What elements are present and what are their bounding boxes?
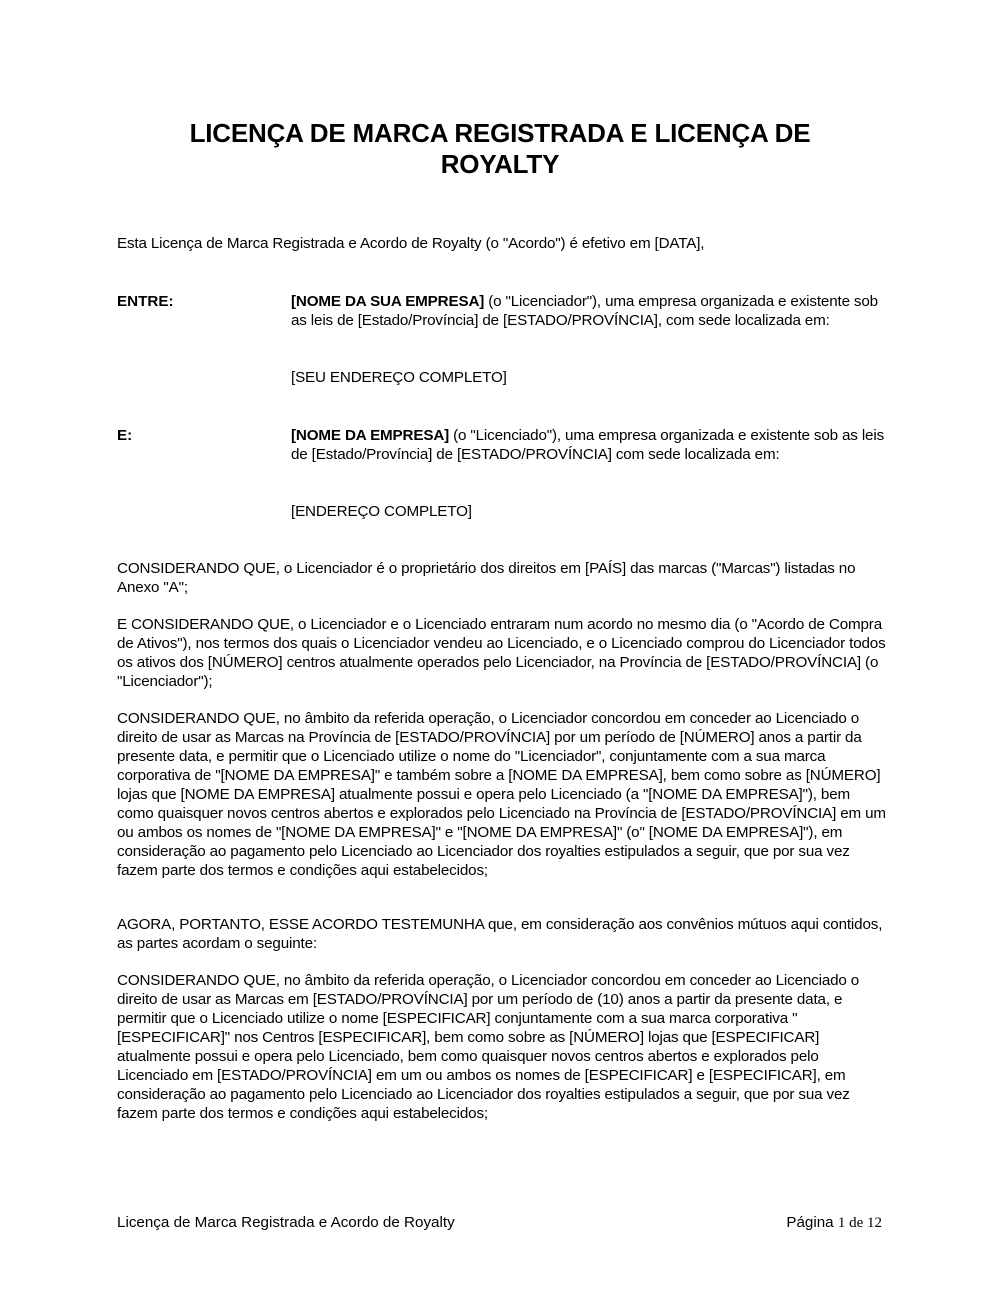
footer-page-number [786,1213,882,1233]
party-label-e: E: [117,427,133,444]
party-licensor-name: [NOME DA SUA EMPRESA] [291,293,485,310]
title-line-1: LICENÇA DE MARCA REGISTRADA E LICENÇA DE [189,118,811,148]
recital-paragraph-3: CONSIDERANDO QUE, no âmbito da referida operação, o Licenciador concordou em conceder ao Licenciado o direito de usar as Marcas na Província de [ESTADO/PROVÍNCIA] por um período de [NÚMERO] anos a partir da presente data, e permitir que o Licenciado utilize o nome do "Licenciador", conjuntamente com a sua marca corporativa de "[NOME DA EMPRESA]" e também sobre a [NOME DA EMPRESA], bem como sobre as [NÚMERO] lojas que [NOME DA EMPRESA] atualmente possui e opera pelo Licenciado (a "[NOME DA EMPRESA]"), bem como quaisquer novos centros abertos e explorados pelo Licenciado na Província de [ESTADO/PROVÍNCIA] em um ou ambos os nomes de "[NOME DA EMPRESA]" e "[NOME DA EMPRESA]" (o" [NOME DA EMPRESA]"), em consideração ao pagamento pelo Licenciado ao Licenciador dos royalties estipulados a seguir, que por sua vez fazem parte dos termos e condições aqui estabelecidos; [117,710,886,879]
recital-paragraph-1: CONSIDERANDO QUE, o Licenciador é o proprietário dos direitos em [PAÍS] das marcas ("Marcas") listadas no Anexo "A"; [117,560,856,596]
agreement-paragraph: AGORA, PORTANTO, ESSE ACORDO TESTEMUNHA que, em consideração aos convênios mútuos aqui contidos, as partes acordam o seguinte: [117,916,883,952]
party-label-entre: ENTRE: [117,293,174,310]
page-current: 1 [837,1215,846,1231]
page-label: Página [786,1214,838,1231]
party-licensor-address: [SEU ENDEREÇO COMPLETO] [291,369,507,386]
recital-paragraph-4: CONSIDERANDO QUE, no âmbito da referida operação, o Licenciador concordou em conceder ao Licenciado o direito de usar as Marcas em [ESTADO/PROVÍNCIA] por um período de (10) anos a partir da presente data, e permitir que o Licenciado utilize o nome [ESPECIFICAR] conjuntamente com a sua marca corporativa "[ESPECIFICAR]" nos Centros [ESPECIFICAR], bem como sobre as [NÚMERO] lojas que [ESPECIFICAR] atualmente possui e opera pelo Licenciado, bem como quaisquer novos centros abertos e explorados pelo Licenciado em [ESTADO/PROVÍNCIA] em um ou ambos os nomes de [ESPECIFICAR] e [ESPECIFICAR], em consideração ao pagamento pelo Licenciado ao Licenciador dos royalties estipulados a seguir, que por sua vez fazem parte dos termos e condições aqui estabelecidos; [117,972,860,1122]
party-licensee-name: [NOME DA EMPRESA] [291,427,450,444]
party-licensee [291,426,891,464]
party-licensee-address: [ENDEREÇO COMPLETO] [291,503,472,520]
page-total: 12 [867,1215,882,1231]
page-of: de [845,1215,867,1231]
footer-document-title: Licença de Marca Registrada e Acordo de Royalty [117,1214,455,1231]
title-line-2: ROYALTY [440,149,560,179]
party-licensor-description: (o "Licenciador"), uma empresa organizada e existente sob as leis de [Estado/Província] de [ESTADO/PROVÍNCIA], com sede localizada em: [291,293,878,329]
recital-paragraph-2: E CONSIDERANDO QUE, o Licenciador e o Licenciado entraram num acordo no mesmo dia (o "Acordo de Compra de Ativos"), nos termos dos quais o Licenciador vendeu ao Licenciado, e o Licenciado comprou do Licenciador todos os ativos dos [NÚMERO] centros atualmente operados pelo Licenciador, na Província de [ESTADO/PROVÍNCIA] (o "Licenciador"); [117,616,886,690]
intro-paragraph: Esta Licença de Marca Registrada e Acordo de Royalty (o "Acordo") é efetivo em [DATA], [117,235,705,252]
party-licensee-description: (o "Licenciado"), uma empresa organizada e existente sob as leis de [Estado/Província] de [ESTADO/PROVÍNCIA] com sede localizada em: [291,427,885,463]
document-title [117,118,883,180]
party-licensor [291,292,891,330]
